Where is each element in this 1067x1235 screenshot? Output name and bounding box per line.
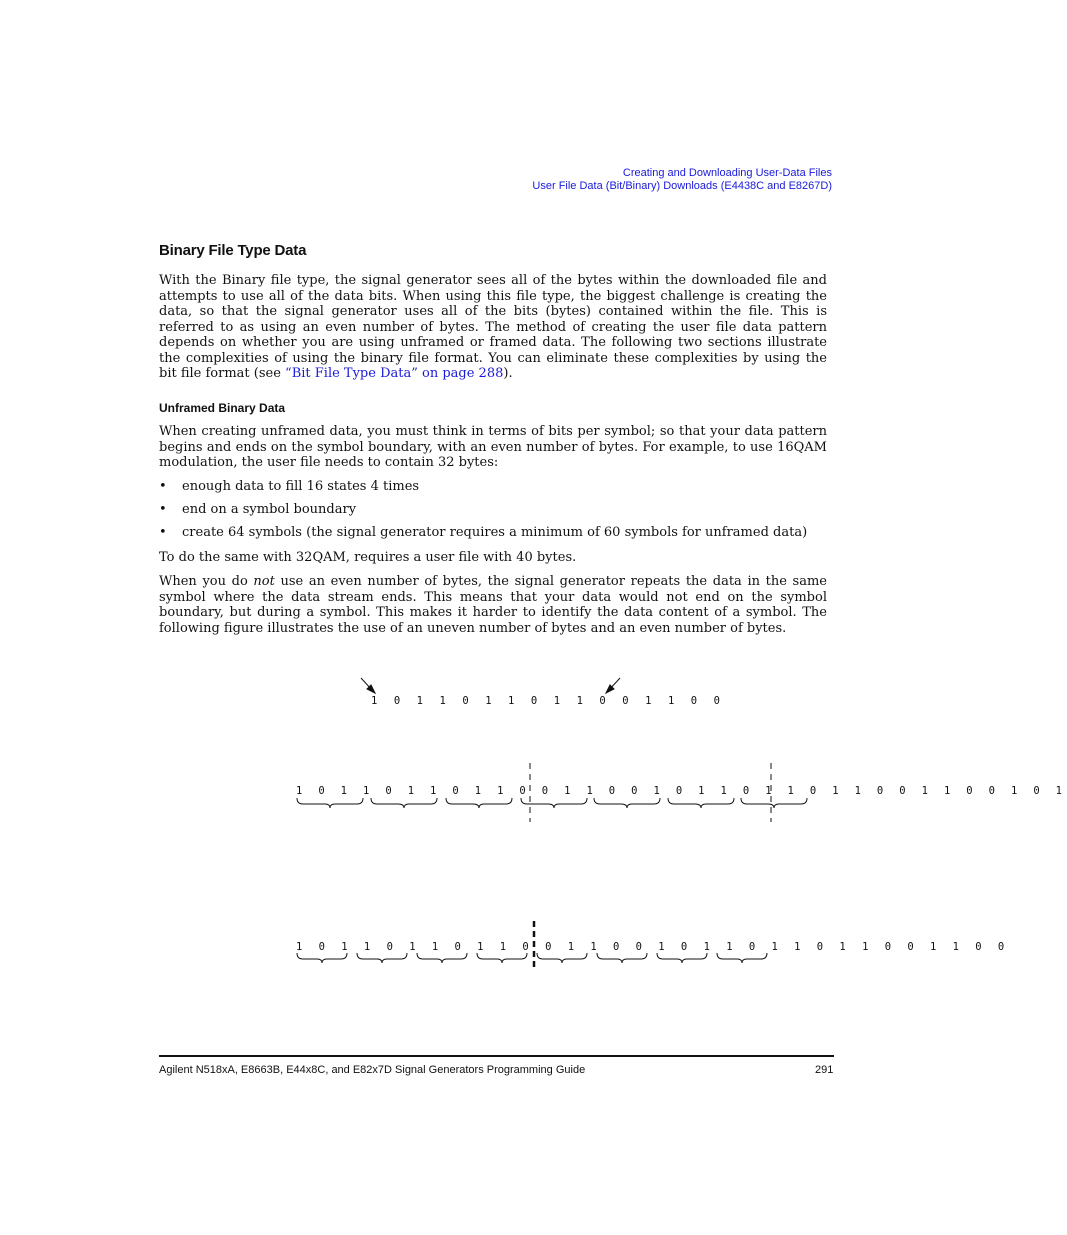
bit-file-type-link[interactable]: “Bit File Type Data” on page 288 — [285, 366, 504, 381]
page-number: 291 — [815, 1064, 834, 1076]
symbol-brace — [717, 953, 767, 963]
intro-tail: ). — [503, 366, 513, 381]
header-chapter-link[interactable]: Creating and Downloading User-Data Files — [622, 167, 832, 179]
symbol-brace — [537, 953, 587, 963]
end-arrow-icon — [606, 678, 620, 693]
list-item: • end on a symbol boundary — [159, 502, 357, 517]
symbol-brace — [297, 953, 347, 963]
footer-divider — [159, 1055, 834, 1057]
header-section-link[interactable]: User File Data (Bit/Binary) Downloads (E4438C and E8267D) — [532, 180, 832, 192]
symbol-brace — [477, 953, 527, 963]
start-arrow-icon — [361, 678, 375, 693]
symbol-brace — [357, 953, 407, 963]
even-bit-stream: 1 0 1 1 0 1 1 0 1 1 0 0 1 1 0 0 1 0 1 1 0 1 1 0 1 1 0 0 1 1 0 0 — [296, 941, 1010, 953]
symbol-brace — [594, 798, 660, 808]
row3-braces — [297, 953, 767, 963]
symbol-brace — [297, 798, 363, 808]
symbol-brace — [521, 798, 587, 808]
symbol-brace — [741, 798, 807, 808]
symbol-brace — [668, 798, 734, 808]
symbol-brace — [417, 953, 467, 963]
uneven-bit-stream: 1 0 1 1 0 1 1 0 1 1 0 0 1 1 0 0 — [371, 695, 726, 707]
32qam-paragraph: To do the same with 32QAM, requires a user file with 40 bytes. — [159, 550, 577, 565]
uneven-bytes-paragraph: When you do not use an even number of bytes, the signal generator repeats the data in the same symbol where the data stream ends. This means that your data would not end on the symbol boundary, but during a symbol. This makes it harder to identify the data content of a symbol. The following figure illustrates the use of an uneven number of bytes and an even number of bytes. — [159, 574, 827, 636]
row2-braces — [297, 798, 807, 808]
footer-title: Agilent N518xA, E8663B, E44x8C, and E82x7D Signal Generators Programming Guide — [159, 1064, 586, 1076]
bullet-glyph: • — [159, 525, 167, 540]
bullet-glyph: • — [159, 502, 167, 517]
emphasis-not: not — [253, 574, 275, 589]
list-item: • enough data to fill 16 states 4 times — [159, 479, 420, 494]
intro-text: With the Binary file type, the signal generator sees all of the bytes within the downloaded file and attempts to use all of the data bits. When using this file type, the biggest challenge is creating the data, so that the signal generator uses all of the bits (bytes) contained within the file. This is referred to as using an even number of bytes. The method of creating the user file data pattern depends on whether you are using unframed or framed data. The following two sections illustrate the complexities of using the binary file format. You can eliminate these complexities by using the bit file format (see — [159, 273, 827, 381]
subsection-title: Unframed Binary Data — [159, 401, 286, 415]
symbol-brace — [597, 953, 647, 963]
unframed-paragraph: When creating unframed data, you must think in terms of bits per symbol; so that your data pattern begins and ends on the symbol boundary, with an even number of bytes. For example, to use 16QAM modulation, the user file needs to contain 32 bytes: — [159, 424, 827, 470]
section-title: Binary File Type Data — [159, 242, 307, 259]
symbol-brace — [371, 798, 437, 808]
list-item: • create 64 symbols (the signal generator requires a minimum of 60 symbols for unframed data) — [159, 525, 808, 540]
bullet-glyph: • — [159, 479, 167, 494]
repeated-bit-stream: 1 0 1 1 0 1 1 0 1 1 0 0 1 1 0 0 1 0 1 1 0 1 1 0 1 1 0 0 1 1 0 0 1 0 1 — [296, 785, 1067, 797]
symbol-brace — [657, 953, 707, 963]
symbol-brace — [446, 798, 512, 808]
